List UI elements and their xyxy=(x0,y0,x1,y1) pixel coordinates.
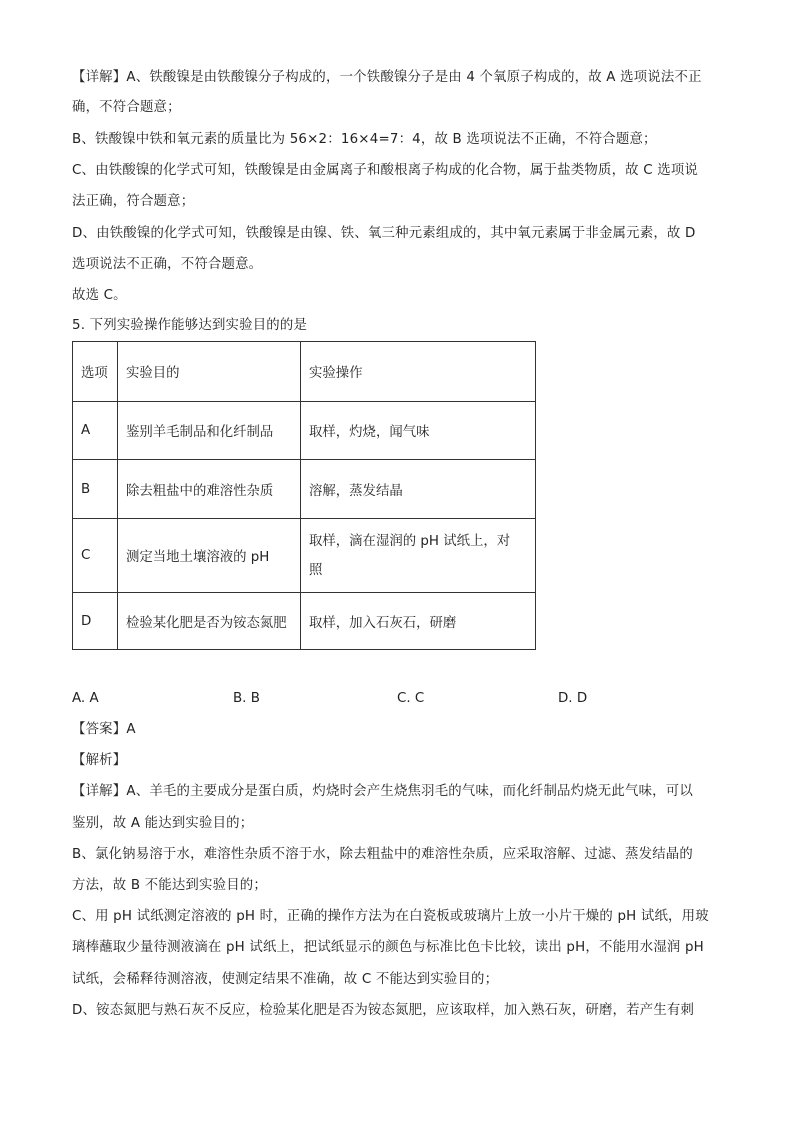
table-row xyxy=(73,460,536,519)
table-cell: A xyxy=(73,402,118,460)
analysis-line-8: D、铵态氮肥与熟石灰不反应，检验某化肥是否为铵态氮肥，应该取样，加入熟石灰，研磨，若产生有刺 xyxy=(72,1003,695,1018)
table-cell: 鉴别羊毛制品和化纤制品 xyxy=(118,402,301,460)
line-3: B、铁酸镍中铁和氧元素的质量比为 56×2：16×4=7：4，故 B 选项说法不正确，不符合题意； xyxy=(72,132,657,147)
experiment-table xyxy=(72,341,536,650)
table-row xyxy=(73,519,536,593)
analysis-line-4: 方法，故 B 不能达到实验目的； xyxy=(72,878,267,893)
option-d: D. D xyxy=(558,691,588,706)
table-cell: 检验某化肥是否为铵态氮肥 xyxy=(118,593,301,650)
table-cell: 溶解，蒸发结晶 xyxy=(301,460,536,519)
option-c: C. C xyxy=(397,691,425,706)
line-4: C、由铁酸镍的化学式可知，铁酸镍是由金属离子和酸根离子构成的化合物，属于盐类物质，故 C 选项说 xyxy=(72,163,698,178)
analysis-line-3: B、氯化钠易溶于水，难溶性杂质不溶于水，除去粗盐中的难溶性杂质，应采取溶解、过滤、蒸发结晶的 xyxy=(72,847,693,862)
table-cell-line: 照 xyxy=(309,562,323,578)
line-5: 法正确，符合题意； xyxy=(72,194,195,209)
line-8: 故选 C。 xyxy=(72,288,127,303)
line-7: 选项说法不正确，不符合题意。 xyxy=(72,257,263,272)
answer-options xyxy=(72,689,632,709)
table-cell: B xyxy=(73,460,118,519)
analysis-line-6: 璃棒蘸取少量待测液滴在 pH 试纸上，把试纸显示的颜色与标准比色卡比较，读出 pH，不能用水湿润 pH xyxy=(72,940,704,955)
table-cell: 取样，加入石灰石，研磨 xyxy=(301,593,536,650)
table-cell-line: 取样，滴在湿润的 pH 试纸上，对 xyxy=(309,533,511,549)
analysis-line-2: 鉴别，故 A 能达到实验目的； xyxy=(72,816,254,831)
line-1: 【详解】A、铁酸镍是由铁酸镍分子构成的，一个铁酸镍分子是由 4 个氧原子构成的，故 A 选项说法不正 xyxy=(72,70,702,85)
line-2: 确，不符合题意； xyxy=(72,100,181,115)
table-cell: 测定当地土壤溶液的 pH xyxy=(118,519,301,593)
option-a: A. A xyxy=(72,691,99,706)
table-header: 实验目的 xyxy=(118,342,301,402)
table-header-row xyxy=(73,342,536,402)
table-cell xyxy=(301,519,536,593)
answer: 【答案】A xyxy=(72,722,136,737)
option-b: B. B xyxy=(233,691,260,706)
table-cell: D xyxy=(73,593,118,650)
analysis-heading: 【解析】 xyxy=(72,753,127,768)
table-row xyxy=(73,402,536,460)
question-5: 5. 下列实验操作能够达到实验目的的是 xyxy=(72,318,308,333)
table-header: 选项 xyxy=(73,342,118,402)
analysis-line-1: 【详解】A、羊毛的主要成分是蛋白质，灼烧时会产生烧焦羽毛的气味，而化纤制品灼烧无此气味，可以 xyxy=(72,784,693,799)
table-cell: 取样，灼烧，闻气味 xyxy=(301,402,536,460)
table-row xyxy=(73,593,536,650)
analysis-line-7: 试纸，会稀释待测溶液，使测定结果不准确，故 C 不能达到实验目的； xyxy=(72,972,499,987)
table-header: 实验操作 xyxy=(301,342,536,402)
analysis-line-5: C、用 pH 试纸测定溶液的 pH 时，正确的操作方法为在白瓷板或玻璃片上放一小片干燥的 pH 试纸，用玻 xyxy=(72,909,709,924)
table-cell: 除去粗盐中的难溶性杂质 xyxy=(118,460,301,519)
table-cell: C xyxy=(73,519,118,593)
line-6: D、由铁酸镍的化学式可知，铁酸镍是由镍、铁、氧三种元素组成的，其中氧元素属于非金属元素，故 D xyxy=(72,226,696,241)
